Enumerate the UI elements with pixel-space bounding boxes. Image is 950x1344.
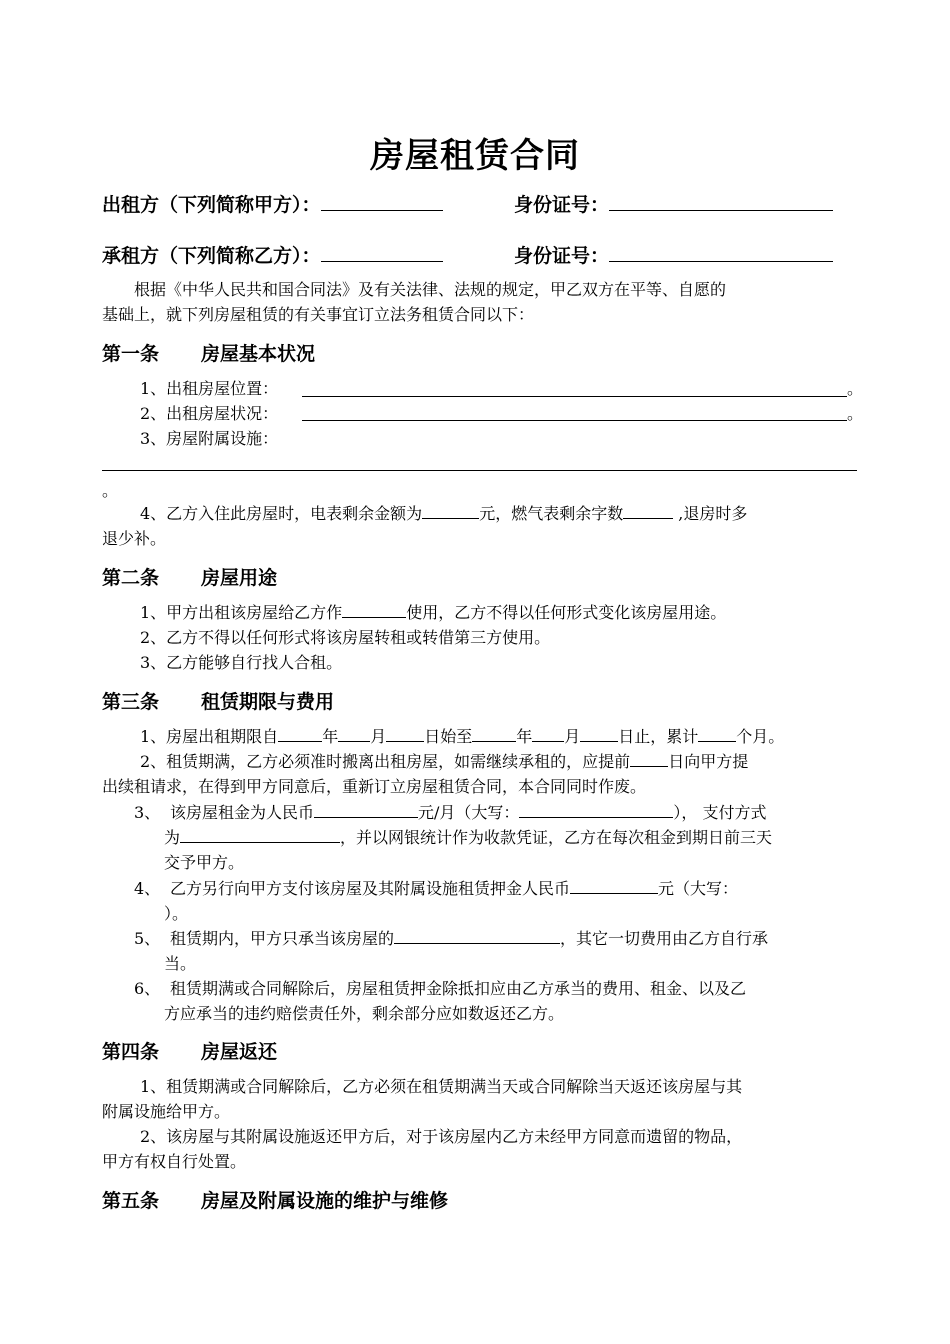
item-text: 元/月（大写： (418, 803, 520, 822)
lessee-id-line (514, 241, 833, 268)
start-day-blank (386, 724, 424, 742)
rent-capital-blank (519, 800, 673, 818)
end-day-blank (580, 724, 618, 742)
lessor-id-label: 身份证号： (514, 194, 610, 216)
article-3-item-1 (140, 724, 784, 749)
end-month-blank (532, 724, 564, 742)
location-blank (302, 396, 847, 397)
article-3-item-6-num: 6、 (134, 979, 161, 998)
article-2-number: 第二条 (102, 567, 160, 589)
item-1-period: 。 (847, 379, 864, 398)
lessee-label: 承租方（下列简称乙方）： (102, 245, 321, 267)
item-label: 2、出租房屋状况： (140, 404, 279, 423)
article-2-title: 房屋用途 (201, 567, 278, 589)
item-text: 月 (370, 727, 387, 746)
intro-line-1: 根据《中华人民共和国合同法》及有关法律、法规的规定，甲乙双方在平等、自愿的 (134, 280, 727, 299)
facilities-blank (102, 470, 857, 471)
article-4-heading (102, 1037, 277, 1064)
item-text: 4、乙方入住此房屋时，电表剩余金额为 (140, 504, 423, 523)
article-3-item-3-num: 3、 (134, 803, 161, 822)
article-1-item-4 (140, 501, 747, 526)
article-4-item-2: 2、该房屋与其附属设施返还甲方后，对于该房屋内乙方未经甲方同意而遗留的物品， (140, 1127, 743, 1146)
article-4-item-1-cont: 附属设施给甲方。 (102, 1102, 231, 1121)
article-3-item-3-cont-2: 交予甲方。 (164, 853, 245, 872)
item-2-period: 。 (847, 404, 864, 423)
gas-reading-blank (623, 501, 673, 519)
electric-balance-blank (422, 501, 479, 519)
article-4-item-1: 1、租赁期满或合同解除后，乙方必须在租赁期满当天或合同解除当天返还该房屋与其 (140, 1077, 743, 1096)
lessor-expenses-blank (394, 926, 560, 944)
article-3-item-6-cont: 方应承当的违约赔偿责任外，剩余部分应如数返还乙方。 (164, 1004, 565, 1023)
months-blank (698, 724, 736, 742)
item-text: ，其它一切费用由乙方自行承 (560, 929, 769, 948)
lessee-line (102, 241, 443, 268)
article-2-item-2: 2、乙方不得以任何形式将该房屋转租或转借第三方使用。 (140, 628, 551, 647)
article-3-number: 第三条 (102, 691, 160, 713)
article-3-title: 租赁期限与费用 (201, 691, 335, 713)
article-4-item-2-cont: 甲方有权自行处置。 (102, 1152, 247, 1171)
start-month-blank (338, 724, 370, 742)
article-1-heading (102, 339, 315, 366)
article-3-item-4 (170, 876, 738, 901)
intro-line-2: 基础上，就下列房屋租赁的有关事宜订立法务租赁合同以下： (102, 305, 535, 324)
item-text: 个月。 (736, 727, 785, 746)
article-5-title: 房屋及附属设施的维护与维修 (201, 1190, 449, 1212)
article-5-heading (102, 1186, 448, 1213)
article-3-item-4-cont: ）。 (164, 904, 189, 923)
article-1-item-4-cont: 退少补。 (102, 529, 167, 548)
item-label: 1、出租房屋位置： (140, 379, 279, 398)
item-text: 元，燃气表剩余字数 (479, 504, 624, 523)
condition-blank (302, 420, 847, 421)
article-3-item-5 (170, 926, 768, 951)
article-3-item-5-num: 5、 (134, 929, 161, 948)
article-3-item-3-cont (164, 825, 772, 850)
item-text: 1、房屋出租期限自 (140, 727, 279, 746)
article-4-title: 房屋返还 (201, 1041, 278, 1063)
article-2-item-3: 3、乙方能够自行找人合租。 (140, 653, 343, 672)
lessor-id-blank (609, 192, 833, 211)
article-1-item-1 (140, 376, 278, 401)
item-3-period: 。 (102, 481, 119, 500)
article-3-item-4-num: 4、 (134, 879, 161, 898)
item-text: 日始至 (424, 727, 473, 746)
article-2-heading (102, 563, 277, 590)
article-1-number: 第一条 (102, 343, 160, 365)
item-text: 月 (564, 727, 581, 746)
article-1-item-3: 3、房屋附属设施： (140, 429, 279, 448)
lessor-id-line (514, 190, 833, 217)
article-1-item-2 (140, 401, 278, 426)
item-text: 元（大写： (658, 879, 739, 898)
item-text: 为 (164, 828, 181, 847)
end-year-blank (472, 724, 516, 742)
payment-method-blank (180, 825, 340, 843)
item-text: 租赁期内，甲方只承当该房屋的 (170, 929, 395, 948)
item-text: 年 (322, 727, 339, 746)
article-3-item-2 (140, 749, 748, 774)
notice-days-blank (630, 749, 668, 767)
article-2-item-1 (140, 600, 726, 625)
item-text: 该房屋租金为人民币 (170, 803, 315, 822)
lessor-name-blank (321, 192, 443, 211)
lessee-id-label: 身份证号： (514, 245, 610, 267)
start-year-blank (278, 724, 322, 742)
item-text: 日向甲方提 (668, 752, 749, 771)
article-3-item-2-cont: 出续租请求，在得到甲方同意后，重新订立房屋租赁合同，本合同同时作废。 (102, 777, 647, 796)
lessor-label: 出租方（下列简称甲方）： (102, 194, 321, 216)
item-text: 日止，累计 (618, 727, 699, 746)
item-text: ，并以网银统计作为收款凭证，乙方在每次租金到期日前三天 (340, 828, 773, 847)
lessee-name-blank (321, 243, 443, 262)
article-1-title: 房屋基本状况 (201, 343, 316, 365)
article-5-number: 第五条 (102, 1190, 160, 1212)
item-text: ,退房时多 (673, 504, 748, 523)
lessor-line (102, 190, 443, 217)
article-3-item-5-cont: 当。 (164, 954, 197, 973)
item-text: 2、租赁期满，乙方必须准时搬离出租房屋，如需继续承租的，应提前 (140, 752, 631, 771)
item-text: 乙方另行向甲方支付该房屋及其附属设施租赁押金人民币 (170, 879, 571, 898)
document-title: 房屋租赁合同 (370, 136, 580, 176)
item-text: ）， 支付方式 (673, 803, 767, 822)
lessee-id-blank (609, 243, 833, 262)
article-3-heading (102, 687, 334, 714)
article-4-number: 第四条 (102, 1041, 160, 1063)
usage-blank (342, 600, 406, 618)
item-text: 年 (516, 727, 533, 746)
item-text: 使用，乙方不得以任何形式变化该房屋用途。 (406, 603, 727, 622)
article-3-item-3 (170, 800, 767, 825)
deposit-amount-blank (570, 876, 658, 894)
rent-amount-blank (314, 800, 418, 818)
article-3-item-6: 租赁期满或合同解除后，房屋租赁押金除抵扣应由乙方承当的费用、租金、以及乙 (170, 979, 747, 998)
item-text: 1、甲方出租该房屋给乙方作 (140, 603, 343, 622)
